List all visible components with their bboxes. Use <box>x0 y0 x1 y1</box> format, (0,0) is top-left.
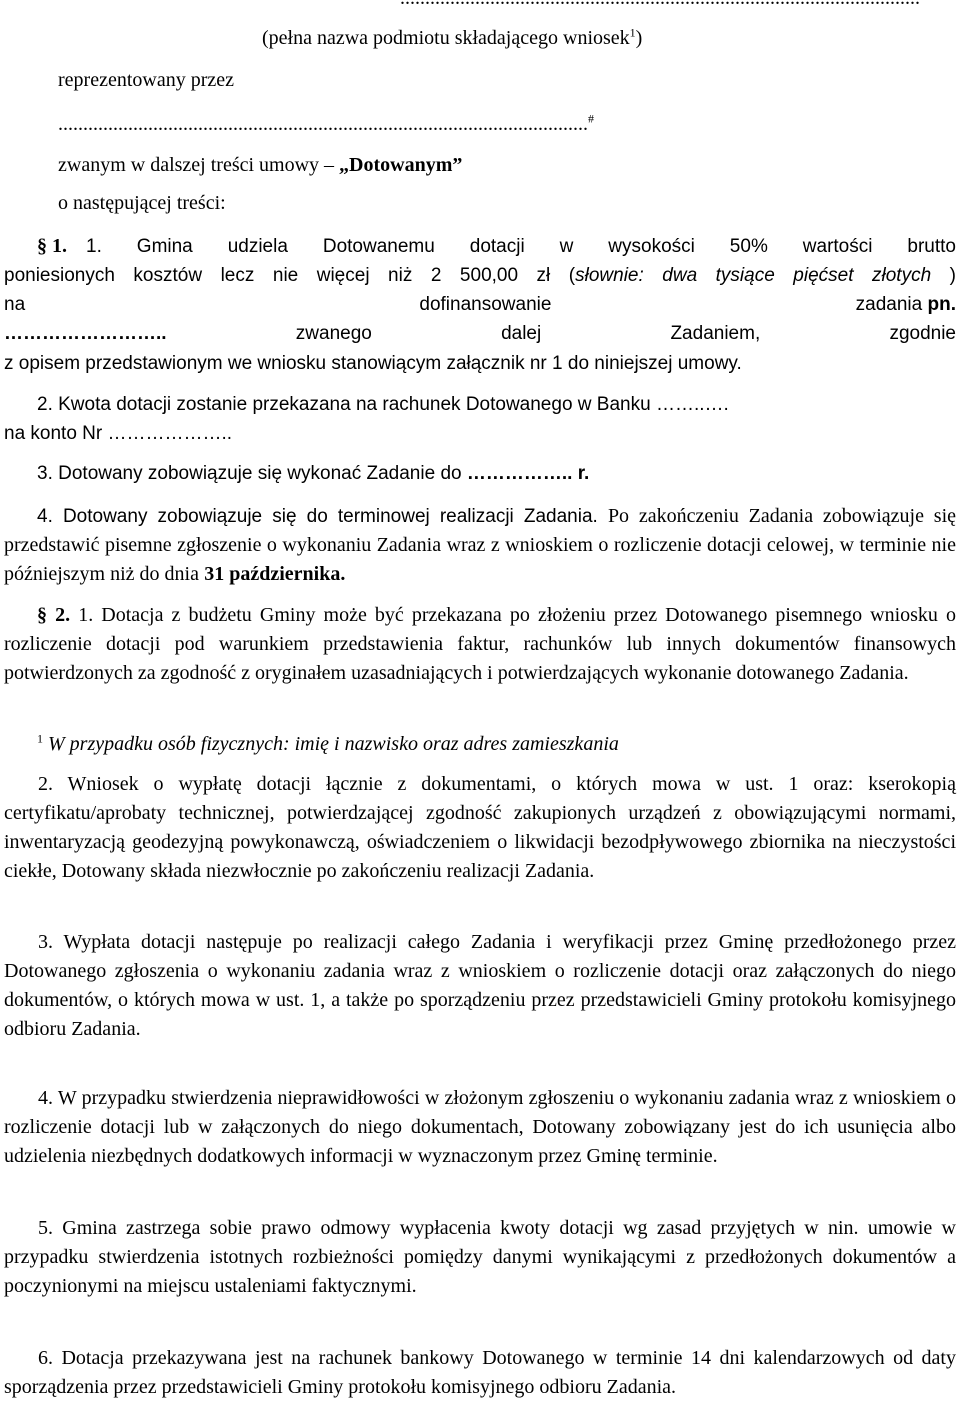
s2-p1 <box>4 601 956 688</box>
text: dofinansowanie <box>419 294 552 315</box>
text: poniesionych kosztów lecz nie więcej niż 2 500,00 zł ( <box>4 265 576 286</box>
following-label <box>58 189 956 218</box>
text-group <box>856 290 956 319</box>
bank-placeholder: ……..…. <box>655 394 729 415</box>
s2-p4-text: 4. W przypadku stwierdzenia nieprawidłowości w złożonym zgłoszeniu o wykonaniu zadania wraz z wnioskiem o rozliczenie dotacji lub w załączonych do niego dokumentach, Dotowany zobowiązany jest do ich usunięcia albo udzielenia niezbędnych dodatkowych informacji w wyznaczonym przez Gminę terminie. <box>4 1087 956 1167</box>
account-placeholder: ……………….. <box>107 423 233 444</box>
s2-p3 <box>4 928 956 1044</box>
footnote-marker: 1 <box>629 25 636 40</box>
dots: .......................................................................................................... <box>58 113 588 135</box>
text: 1. Dotacja z budżetu Gminy może być przekazana po złożeniu przez Dotowanego pisemnego wniosku o rozliczenie dotacji pod warunkiem przedstawienia faktur, rachunków lub innych dokumentów finansowych potwierdzonych za zgodność z oryginałem uzasadniających i potwierdzających wykonanie dotowanego Zadania. <box>4 604 957 684</box>
represented-by-label <box>58 66 956 95</box>
called-line <box>58 151 956 180</box>
s1-p1-line2 <box>4 261 956 290</box>
s1-p1-line4 <box>4 319 956 348</box>
section-number: 2. <box>55 604 71 626</box>
date-placeholder: …………….. r. <box>466 463 590 484</box>
s2-p1-text <box>4 601 956 688</box>
text: zwanego dalej Zadaniem, zgodnie <box>295 323 957 344</box>
deadline-date: 31 października. <box>204 563 346 585</box>
called-prefix: zwanym w dalszej treści umowy – <box>58 154 335 176</box>
paragraph-sign: § <box>37 604 47 626</box>
s1-p2 <box>37 390 956 419</box>
text: z opisem przedstawionym we wniosku stanowiącym załącznik nr 1 do niniejszej umowy. <box>4 353 742 374</box>
text: zadania <box>855 294 923 315</box>
paragraph-sign: § <box>37 235 47 257</box>
applicant-name-label <box>262 24 956 53</box>
s1-p1-line5 <box>4 349 956 378</box>
s2-p3-text: 3. Wypłata dotacji następuje po realizacji całego Zadania i weryfikacji przez Gminę przedłożonego przez Dotowanego zgłoszenia o wykonaniu zadania wraz z wnioskiem o rozliczenie dotacji oraz załączonych do niego dokumentów, o których mowa w ust. 1, a także po sporządzeniu przez przedstawicieli Gminy protokołu komisyjnego odbioru Zadania. <box>4 931 956 1040</box>
text: pn. <box>927 294 956 315</box>
footnote-text: W przypadku osób fizycznych: imię i nazwisko oraz adres zamieszkania <box>48 733 619 755</box>
called-name: „Dotowanym” <box>339 154 463 176</box>
s2-p2-text: 2. Wniosek o wypłatę dotacji łącznie z dokumentami, o których mowa w ust. 1 oraz: kserokopią certyfikatu/aprobaty technicznej, potwierdzającej zgodność zakupionych urządzeń z obowiązującymi normami, inwentaryzacją geodezyjną powykonawczą, oświadczeniem o likwidacji bezodpływowego zbiornika na nieczystości ciekłe, Dotowany składa niezwłocznie po zakończeniu realizacji Zadania. <box>4 773 956 882</box>
task-name-placeholder: …………………….. <box>4 323 167 344</box>
text: 2. Kwota dotacji zostanie przekazana na rachunek Dotowanego w Banku <box>37 394 651 415</box>
text: ) <box>949 265 956 286</box>
text: 3. Dotowany zobowiązuje się wykonać Zadanie do <box>37 463 462 484</box>
text: Po zakończeniu Zadania zobowiązuje się przedstawić pisemne zgłoszenie o wykonaniu Zadania wraz z wnioskiem o rozliczenie dotacji celowej, w terminie nie późniejszym niż do dnia <box>4 505 957 585</box>
s1-p3 <box>37 459 956 488</box>
s1-p1-line3 <box>4 290 956 319</box>
text: 1. Gmina udziela Dotowanemu dotacji w wysokości 50% wartości brutto <box>86 236 956 257</box>
label-close: ) <box>635 27 643 49</box>
text: na konto Nr <box>4 423 103 444</box>
hash-marker: # <box>588 111 594 126</box>
s2-p5 <box>4 1214 956 1301</box>
footnote-marker: 1 <box>37 731 43 746</box>
following-text: o następującej treści: <box>58 192 226 214</box>
text: 4. Dotowany zobowiązuje się do terminowej realizacji Zadania. <box>37 506 598 527</box>
s1-p2-account <box>4 419 956 448</box>
s2-p4 <box>4 1084 956 1171</box>
s2-p2 <box>4 770 956 886</box>
represented-text: reprezentowany przez <box>58 69 234 91</box>
s2-p6 <box>4 1344 956 1402</box>
dots <box>400 0 920 9</box>
footnote <box>37 730 956 759</box>
s1-p1-line1 <box>86 232 956 261</box>
dotted-line-top <box>58 0 920 13</box>
text: na <box>4 294 26 315</box>
label-text: (pełna nazwa podmiotu składającego wniosek <box>262 27 630 49</box>
s2-p5-text: 5. Gmina zastrzega sobie prawo odmowy wypłacenia kwoty dotacji wg zasad przyjętych w nin. umowie w przypadku stwierdzenia istotnych rozbieżności pomiędzy danymi wynikającymi z przedłożonych dokumentów a poczynionymi na miejscu ustaleniami faktycznymi. <box>4 1217 956 1297</box>
dotted-line-mid <box>58 110 920 139</box>
s2-p6-text: 6. Dotacja przekazywana jest na rachunek bankowy Dotowanego w terminie 14 dni kalendarzowych od daty sporządzenia przez przedstawicieli Gminy protokołu komisyjnego odbioru Zadania. <box>4 1347 956 1398</box>
s1-p4-text <box>4 502 956 589</box>
s1-p4 <box>4 502 956 589</box>
section-number: 1. <box>52 235 67 257</box>
amount-in-words: słownie: dwa tysiące pięćset złotych <box>575 265 932 286</box>
